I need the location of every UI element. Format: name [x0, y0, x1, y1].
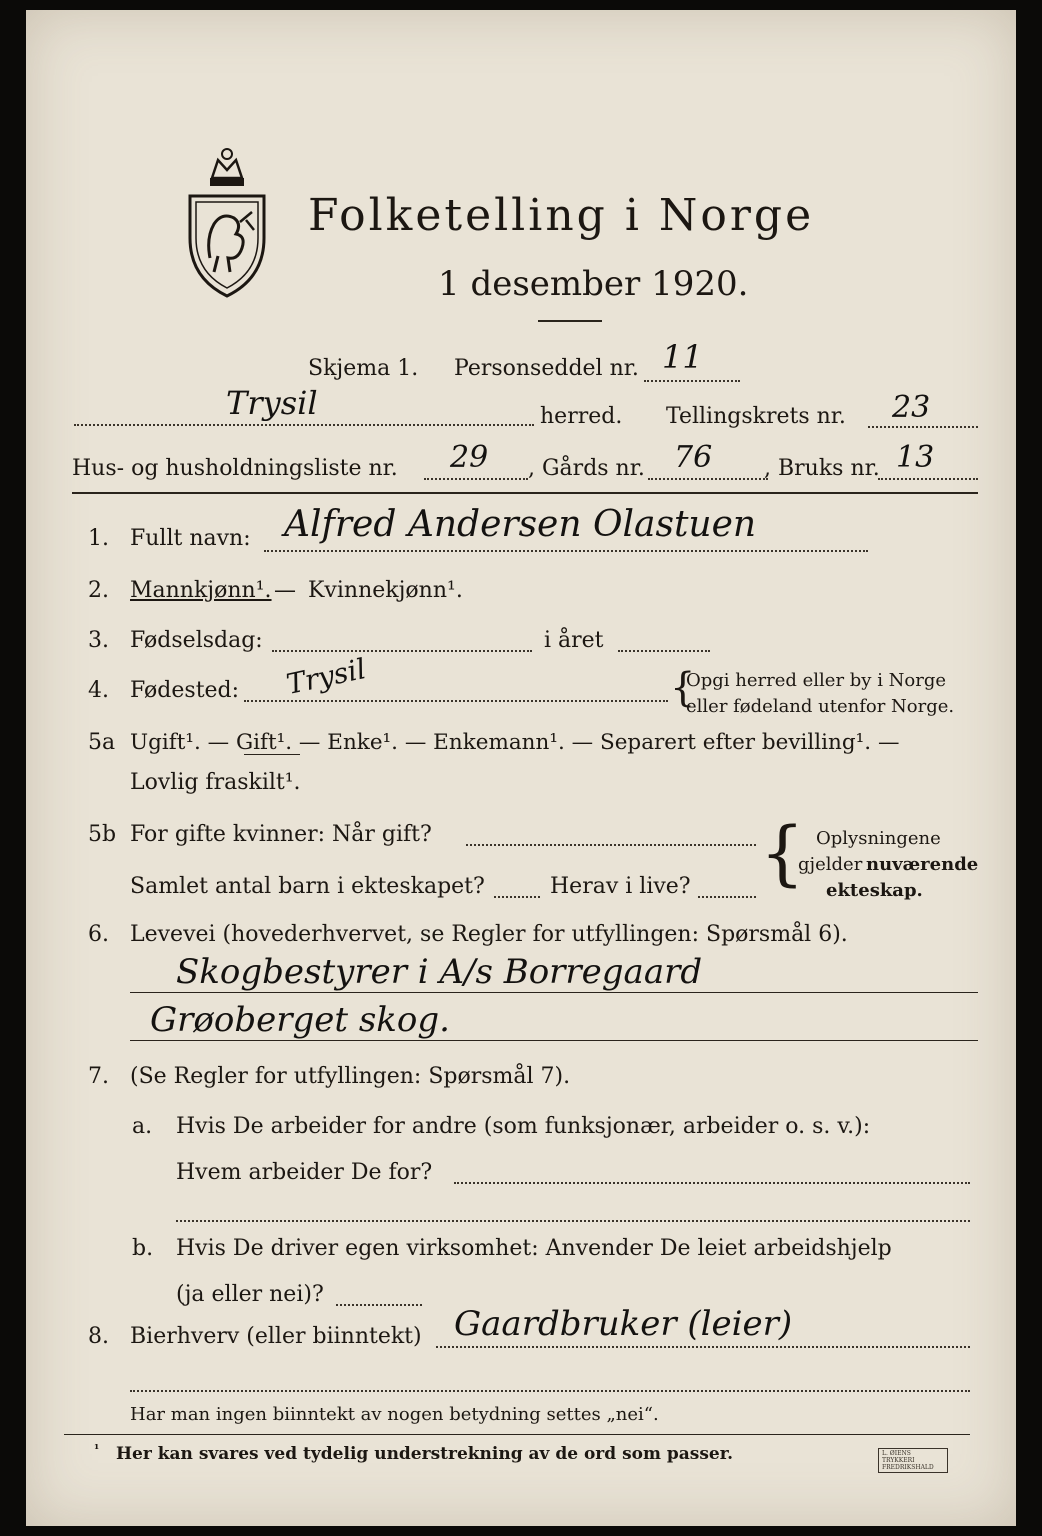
- q4-label: Fødested:: [130, 678, 240, 703]
- q3-number: 3.: [88, 628, 109, 653]
- q5b-note-line3: ekteskap.: [826, 880, 923, 901]
- q4-note-line2: eller fødeland utenfor Norge.: [686, 696, 955, 717]
- birth-year-field[interactable]: [618, 650, 710, 652]
- employer-field-2[interactable]: [176, 1220, 970, 1222]
- q8-number: 8.: [88, 1324, 109, 1349]
- birthday-field[interactable]: [272, 650, 532, 652]
- q2-dash: —: [274, 578, 296, 603]
- employer-label: Hvem arbeider De for?: [176, 1160, 433, 1185]
- when-married-label: For gifte kvinner: Når gift?: [130, 822, 432, 847]
- q7b-question: Hvis De driver egen virksomhet: Anvender De leiet arbeidshjelp: [176, 1236, 892, 1261]
- occupation-value-1: Skogbestyrer i A/s Borregaard: [176, 952, 703, 992]
- tellingskrets-label: Tellingskrets nr.: [666, 404, 846, 429]
- full-name-field[interactable]: [264, 550, 868, 552]
- personseddel-label: Personseddel nr.: [454, 356, 639, 381]
- side-income-label: Bierhverv (eller biinntekt): [130, 1324, 422, 1349]
- female-option[interactable]: Kvinnekjønn¹.: [308, 578, 463, 603]
- q5a-number: 5a: [88, 730, 116, 755]
- form-date: 1 desember 1920.: [438, 264, 749, 304]
- header-rule: [72, 492, 978, 494]
- printer-stamp: L. ØIENS TRYKKERI FREDRIKSHALD: [878, 1448, 948, 1473]
- title-divider: [538, 320, 602, 322]
- occupation-line-2: [130, 1040, 978, 1041]
- norway-coat-of-arms-icon: [184, 138, 270, 298]
- q1-number: 1.: [88, 526, 109, 551]
- side-income-field[interactable]: [436, 1346, 970, 1348]
- census-form-page: [26, 10, 1016, 1526]
- footnote-mark: ¹: [94, 1442, 100, 1456]
- q5b-note-line2b: nuværende: [866, 854, 979, 875]
- skjema-label: Skjema 1.: [308, 356, 419, 381]
- full-name-value: Alfred Andersen Olastuen: [284, 504, 757, 545]
- q5b-number: 5b: [88, 822, 117, 847]
- children-count-field[interactable]: [494, 896, 540, 898]
- male-option[interactable]: Mannkjønn¹.: [130, 578, 272, 603]
- q7b-marker: b.: [132, 1236, 154, 1261]
- footer-rule: [64, 1434, 970, 1435]
- personseddel-value: 11: [662, 338, 703, 376]
- q6-number: 6.: [88, 922, 109, 947]
- tellingskrets-field[interactable]: [868, 426, 978, 428]
- children-alive-label: Herav i live?: [550, 874, 691, 899]
- q5b-brace: {: [760, 812, 805, 894]
- q7a-marker: a.: [132, 1114, 153, 1139]
- children-count-label: Samlet antal barn i ekteskapet?: [130, 874, 485, 899]
- employer-field[interactable]: [454, 1182, 970, 1184]
- footnote-text: Her kan svares ved tydelig understrekning av de ord som passer.: [116, 1444, 734, 1464]
- tellingskrets-value: 23: [892, 390, 931, 425]
- side-income-value: Gaardbruker (leier): [454, 1304, 793, 1344]
- gards-label: , Gårds nr.: [528, 456, 645, 481]
- nei-instruction: Har man ingen biinntekt av nogen betydning settes „nei“.: [130, 1404, 659, 1425]
- q4-number: 4.: [88, 678, 109, 703]
- q4-brace: {: [670, 665, 696, 711]
- birthplace-field[interactable]: [244, 700, 668, 702]
- when-married-field[interactable]: [466, 844, 756, 846]
- q2-number: 2.: [88, 578, 109, 603]
- bruks-label: , Bruks nr.: [764, 456, 880, 481]
- q4-note-line1: Opgi herred eller by i Norge: [686, 670, 947, 691]
- birthplace-value: Trysil: [283, 652, 369, 701]
- q5b-note-line1: Oplysningene: [816, 828, 941, 849]
- occupation-value-2: Grøoberget skog.: [150, 1000, 450, 1040]
- hus-field[interactable]: [424, 478, 528, 480]
- q5b-note-line2a: gjelder: [798, 854, 863, 875]
- hired-help-field[interactable]: [336, 1304, 422, 1306]
- q7a-question: Hvis De arbeider for andre (som funksjonær, arbeider o. s. v.):: [176, 1114, 871, 1139]
- q3-label: Fødselsdag:: [130, 628, 263, 653]
- gards-value: 76: [674, 440, 713, 475]
- personseddel-field[interactable]: [644, 380, 740, 382]
- marital-status-options[interactable]: Ugift¹. — Gift¹. — Enke¹. — Enkemann¹. — Separert efter bevilling¹. —: [130, 730, 900, 755]
- occupation-label: Levevei (hovederhvervet, se Regler for utfyllingen: Spørsmål 6).: [130, 922, 848, 947]
- side-income-field-2[interactable]: [130, 1390, 970, 1392]
- married-underline: [244, 754, 300, 755]
- occupation-line-1: [130, 992, 978, 993]
- q7-label: (Se Regler for utfyllingen: Spørsmål 7).: [130, 1064, 571, 1089]
- hired-help-label: (ja eller nei)?: [176, 1282, 324, 1307]
- herred-value: Trysil: [226, 384, 318, 422]
- bruks-value: 13: [896, 440, 935, 475]
- year-label: i året: [544, 628, 604, 653]
- form-title: Folketelling i Norge: [308, 190, 815, 241]
- bruks-field[interactable]: [878, 478, 978, 480]
- q1-label: Fullt navn:: [130, 526, 251, 551]
- q7-number: 7.: [88, 1064, 109, 1089]
- children-alive-field[interactable]: [698, 896, 756, 898]
- hus-label: Hus- og husholdningsliste nr.: [72, 456, 398, 481]
- herred-field[interactable]: [74, 424, 534, 426]
- hus-value: 29: [450, 440, 489, 475]
- herred-label: herred.: [540, 404, 623, 429]
- gards-field[interactable]: [648, 478, 768, 480]
- divorced-option[interactable]: Lovlig fraskilt¹.: [130, 770, 301, 795]
